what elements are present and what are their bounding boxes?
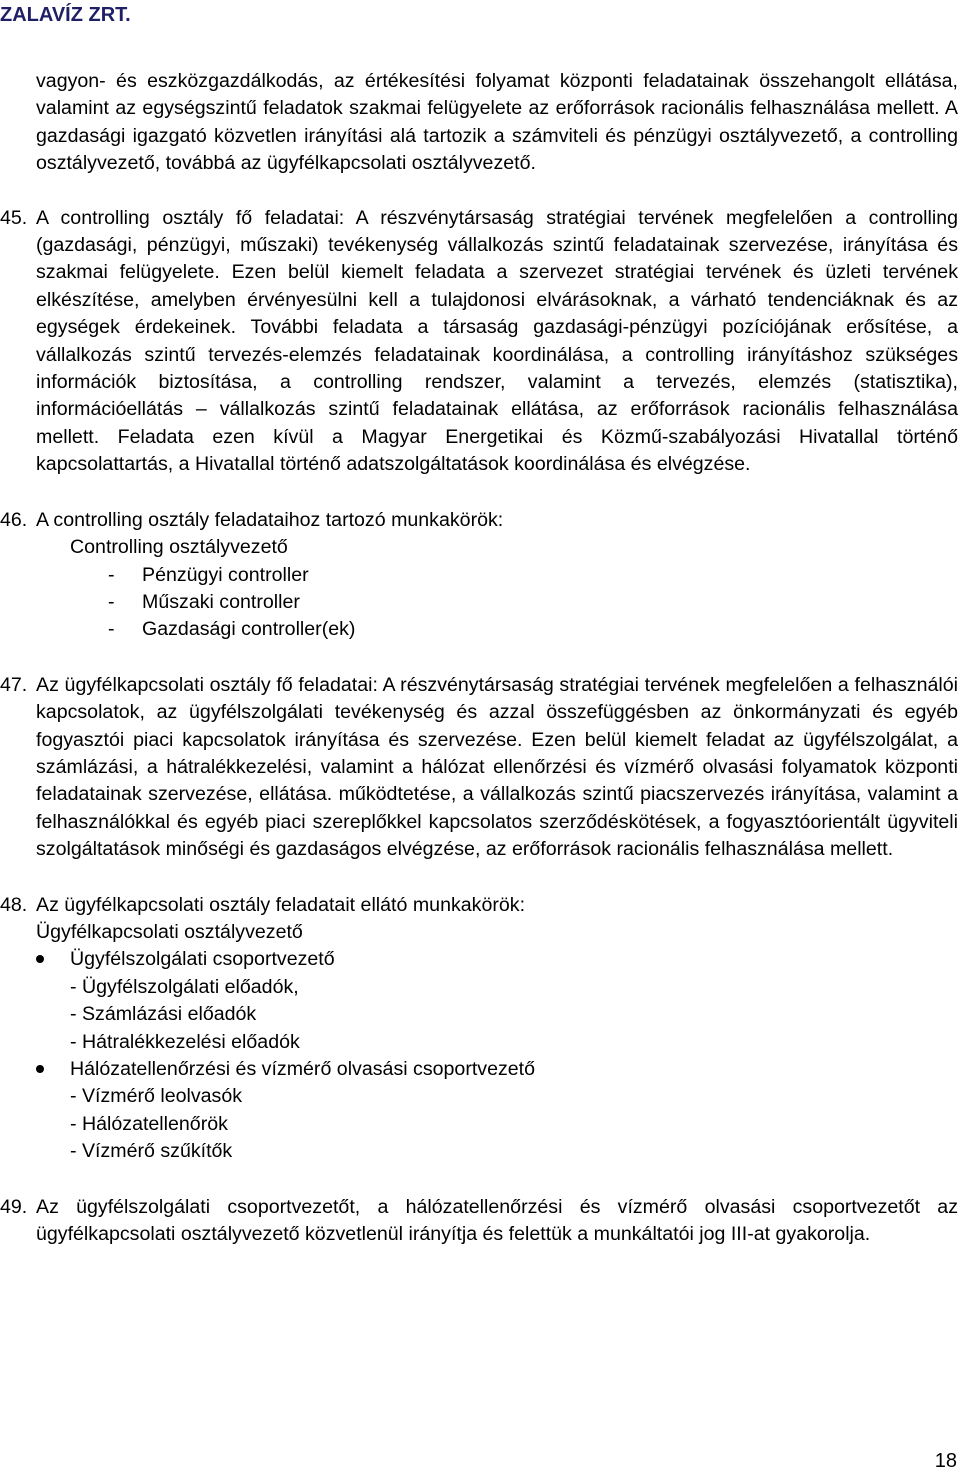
section-number: 49. (0, 1195, 28, 1218)
intro-paragraph: vagyon- és eszközgazdálkodás, az értékesítési folyamat központi feladatainak összehangolt ellátása, valamint az egységszintű feladatok szakmai felügyelete az erőforrások racionális felhasználása mellett. A gazdasági igazgató közvetlen irányítási alá tartozik a számviteli és pénzügyi osztályvezető, a controlling osztályvezető, továbbá az ügyfélkapcsolati osztályvezető. (36, 70, 958, 175)
list-item (36, 616, 958, 643)
section-number: 48. (0, 893, 28, 916)
section-text: Az ügyfélszolgálati csoportvezetőt, a hálózatellenőrzési és vízmérő olvasási csoportvezetőt az ügyfélkapcsolati osztályvezető közvetlenül irányítja és felettük a munkáltatói jog III-at gyakorolja. (36, 1195, 958, 1246)
list-item (36, 562, 958, 589)
company-header: ZALAVÍZ ZRT. (0, 4, 131, 26)
document-body (0, 68, 958, 1276)
role-head: Controlling osztályvezető (70, 536, 288, 559)
group-label: Hálózatellenőrzési és vízmérő olvasási csoportvezető (70, 1058, 536, 1080)
page-number: 18 (934, 1450, 957, 1472)
section-text: Az ügyfélkapcsolati osztály feladatait ellátó munkakörök: (36, 893, 526, 916)
list-item: - Hátralékkezelési előadók (70, 1030, 300, 1053)
role-label: Műszaki controller (142, 590, 300, 613)
list-item: - Vízmérő szűkítők (70, 1140, 233, 1163)
bullet-icon (36, 955, 44, 963)
dash-marker: - (108, 618, 115, 641)
group-label: Ügyfélszolgálati csoportvezető (70, 948, 335, 971)
section-text: A controlling osztály feladataihoz tartozó munkakörök: (36, 508, 504, 531)
section-49 (0, 1194, 958, 1249)
dash-marker: - (108, 563, 115, 586)
section-number: 46. (0, 508, 28, 531)
section-48 (0, 892, 958, 1166)
bullet-icon (36, 1065, 44, 1073)
section-number: 45. (0, 206, 28, 229)
list-item: - Számlázási előadók (70, 1003, 257, 1026)
list-item: - Vízmérő leolvasók (70, 1085, 243, 1108)
section-47 (0, 672, 958, 864)
list-item: - Hálózatellenőrök (70, 1112, 228, 1135)
group-head (36, 946, 958, 973)
role-head: Ügyfélkapcsolati osztályvezető (36, 920, 303, 943)
section-text: A controlling osztály fő feladatai: A részvénytársaság stratégiai tervének megfelelően a controlling (gazdasági, pénzügyi, műszaki) tevékenység vállalkozás szintű feladatainak szervezése, irányítása és szakmai felügyelete. Ezen belül kiemelt feladata a szervezet stratégiai tervének és üzleti tervének elkészítése, amelyben érvényesülni kell a tulajdonosi elvárásoknak, a várható tendenciáknak és az egységek érdekeinek. További feladata a társaság gazdasági-pénzügyi pozíciójának erősítése, a vállalkozás szintű tervezés-elemzés feladatainak koordinálása, a controlling irányításhoz szükséges információk biztosítása, a controlling rendszer, valamint a tervezés, elemzés (statisztika), információellátás – vállalkozás szintű feladatainak ellátása, az erőforrások racionális felhasználása mellett. Feladata ezen kívül a Magyar Energetikai és Közmű-szabályozási Hivatallal történő kapcsolattartás, a Hivatallal történő adatszolgáltatások koordinálása és elvégzése. (36, 206, 958, 476)
role-list (36, 562, 958, 644)
section-number: 47. (0, 673, 28, 696)
section-46 (0, 507, 958, 644)
list-item: - Ügyfélszolgálati előadók, (70, 975, 299, 998)
role-label: Pénzügyi controller (142, 563, 309, 586)
dash-marker: - (108, 590, 115, 613)
section-45 (0, 205, 958, 479)
list-item (36, 589, 958, 616)
group-head (36, 1056, 958, 1083)
section-text: Az ügyfélkapcsolati osztály fő feladatai: A részvénytársaság stratégiai tervének megfelelően a felhasználói kapcsolatok, az ügyfélszolgálati tevékenység és azzal összefüggésben az önkormányzati és egyéb fogyasztói piaci kapcsolatok irányítása és szervezése. Ezen belül kiemelt feladat az ügyfélszolgálat, a számlázási, a hátralékkezelési, valamint a hálózat ellenőrzési és vízmérő olvasási folyamatok központi feladatainak szervezése, ellátása. működtetése, a vállalkozás szintű piacszervezés irányítása, valamint a felhasználókkal és egyéb piaci szereplőkkel kapcsolatos szerződéskötések, a fogyasztóorientált ügyviteli szolgáltatások minőségi és gazdaságos elvégzése, az erőforrások racionális felhasználása mellett. (36, 673, 958, 861)
role-label: Gazdasági controller(ek) (142, 618, 356, 641)
